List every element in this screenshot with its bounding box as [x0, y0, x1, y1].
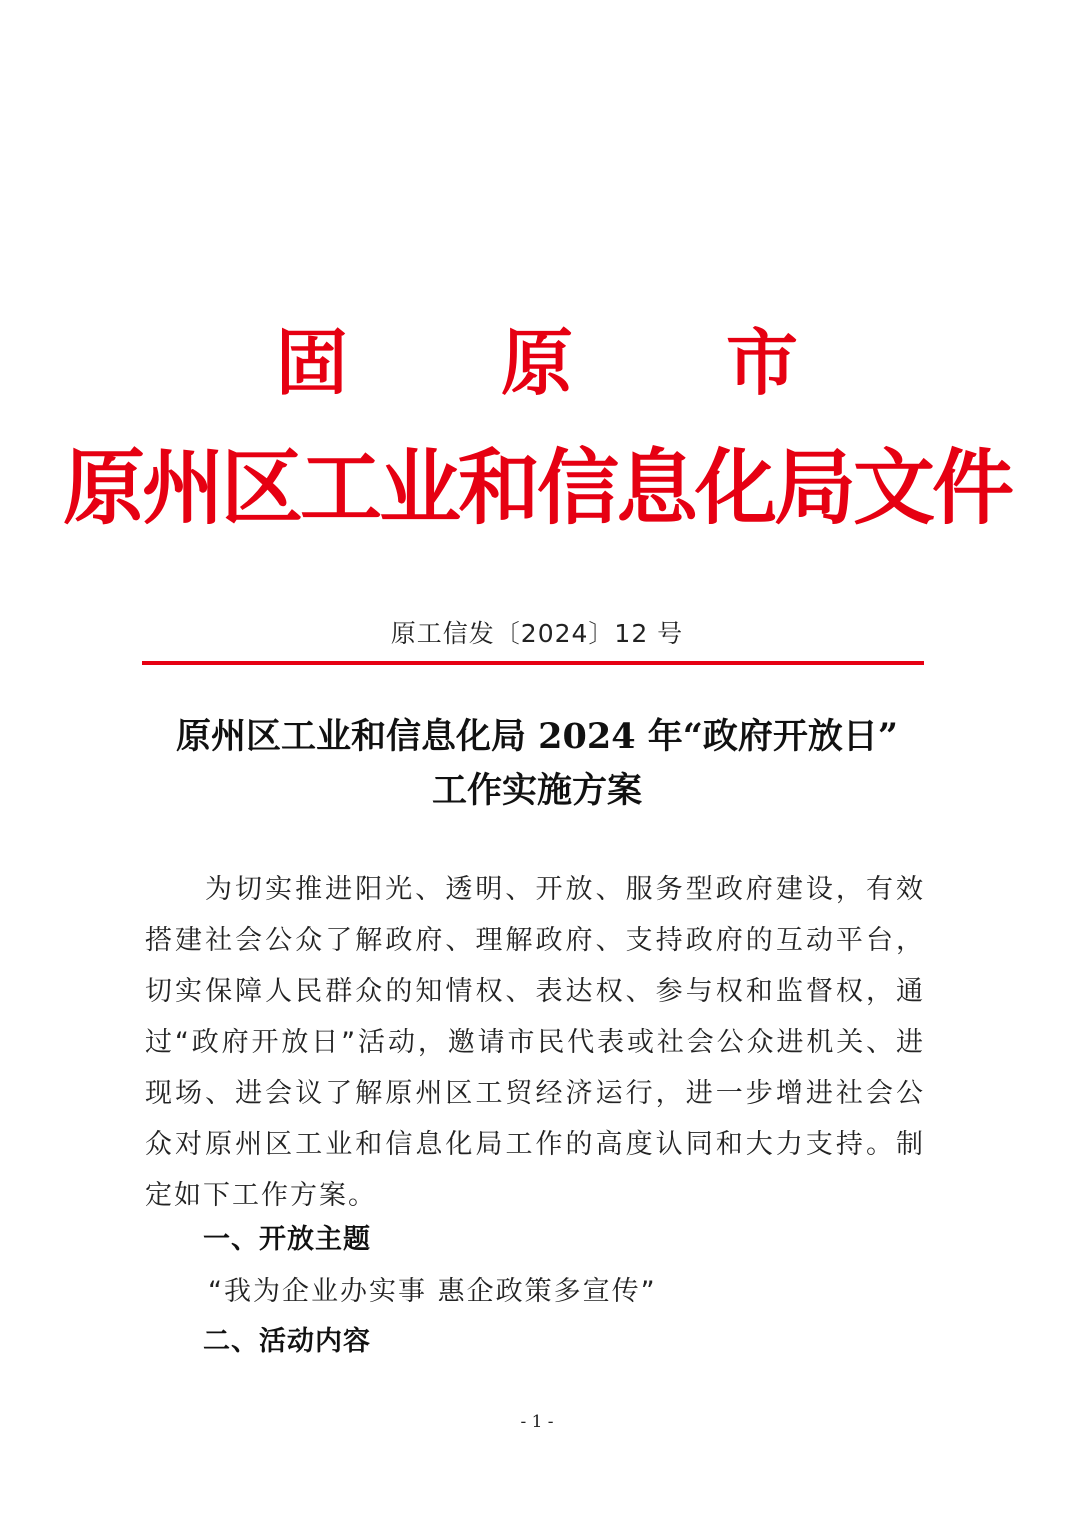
document-title-line2: 工作实施方案 [431, 770, 642, 811]
document-number: 原工信发〔2024〕12 号 [390, 619, 684, 648]
section-heading-1: 一、开放主题 [203, 1224, 371, 1255]
section-heading-2: 二、活动内容 [203, 1326, 371, 1357]
red-divider-line [142, 661, 924, 665]
page-number: - 1 - [520, 1412, 554, 1432]
document-title [120, 710, 954, 818]
section-text-1: “我为企业办实事 惠企政策多宣传” [208, 1276, 657, 1307]
document-title-line1: 原州区工业和信息化局 2024 年“政府开放日” [175, 716, 899, 757]
intro-paragraph: 为切实推进阳光、透明、开放、服务型政府建设，有效搭建社会公众了解政府、理解政府、支持政府的互动平台，切实保障人民群众的知情权、表达权、参与权和监督权，通过“政府开放日”活动，邀请市民代表或社会公众进机关、进现场、进会议了解原州区工贸经济运行，进一步增进社会公众对原州区工业和信息化局工作的高度认同和大力支持。制定如下工作方案。 [145, 874, 925, 1211]
issuer-header-bureau: 原州区工业和信息化局文件 [62, 440, 1011, 536]
issuer-header-city: 固 原 市 [275, 320, 863, 405]
